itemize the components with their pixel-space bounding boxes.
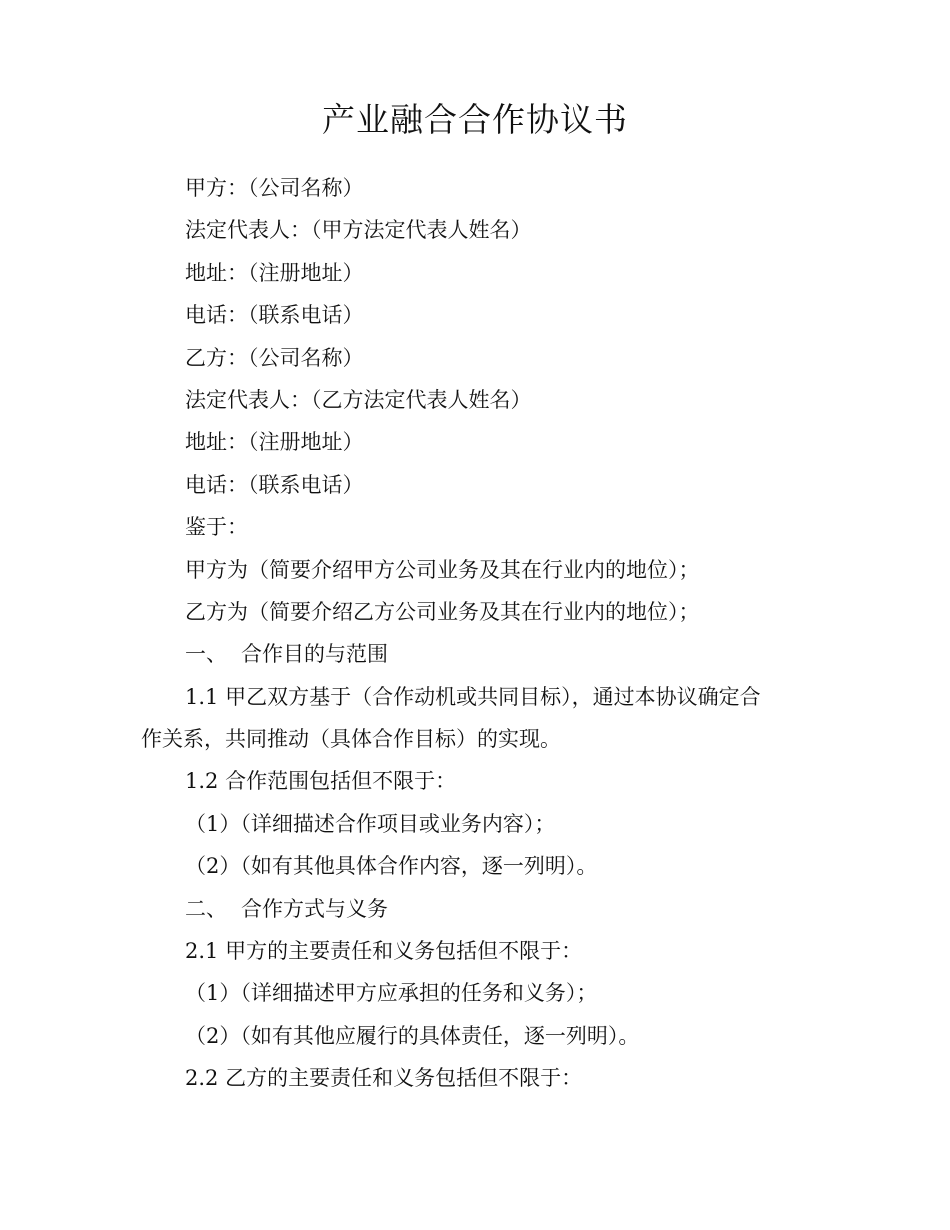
clause-2-2: 2.2 乙方的主要责任和义务包括但不限于： xyxy=(185,1066,583,1091)
party-a-name: 甲方：（公司名称） xyxy=(185,176,364,200)
party-a-phone: 电话：（联系电话） xyxy=(185,303,364,328)
section-2-item-2: （2）（如有其他应履行的具体责任，逐一列明）。 xyxy=(185,1023,640,1048)
document-title: 产业融合合作协议书 xyxy=(322,100,628,139)
clause-1-1-line1: 1.1 甲乙双方基于（合作动机或共同目标），通过本协议确定合 xyxy=(185,684,761,709)
section-2-heading xyxy=(141,888,811,930)
section-2-item-1: （1）（详细描述甲方应承担的任务和义务）； xyxy=(185,981,598,1006)
whereas-label: 鉴于： xyxy=(185,515,248,540)
party-b-representative: 法定代表人：（乙方法定代表人姓名） xyxy=(185,387,532,412)
section-1-item-1: （1）（详细描述合作项目或业务内容）； xyxy=(185,811,556,836)
party-b-address: 地址：（注册地址） xyxy=(185,430,364,455)
document-body xyxy=(141,167,811,1100)
section-1-heading xyxy=(141,633,811,675)
section-1-item-2: （2）（如有其他具体合作内容，逐一列明）。 xyxy=(185,854,598,879)
clause-1-2: 1.2 合作范围包括但不限于： xyxy=(185,769,457,794)
clause-1-1-line2: 作关系，共同推动（具体合作目标）的实现。 xyxy=(141,727,561,752)
section-1-title: 合作目的与范围 xyxy=(241,642,388,667)
party-b-phone: 电话：（联系电话） xyxy=(185,472,364,497)
section-2-number: 二、 xyxy=(185,896,227,921)
whereas-party-a: 甲方为（简要介绍甲方公司业务及其在行业内的地位）； xyxy=(185,557,700,582)
party-a-representative: 法定代表人：（甲方法定代表人姓名） xyxy=(185,218,532,243)
whereas-party-b: 乙方为（简要介绍乙方公司业务及其在行业内的地位）； xyxy=(185,599,700,624)
section-1-number: 一、 xyxy=(185,642,227,667)
clause-2-1: 2.1 甲方的主要责任和义务包括但不限于： xyxy=(185,939,583,964)
section-2-title: 合作方式与义务 xyxy=(241,896,388,921)
party-b-name: 乙方：（公司名称） xyxy=(185,345,364,370)
party-a-address: 地址：（注册地址） xyxy=(185,260,364,285)
